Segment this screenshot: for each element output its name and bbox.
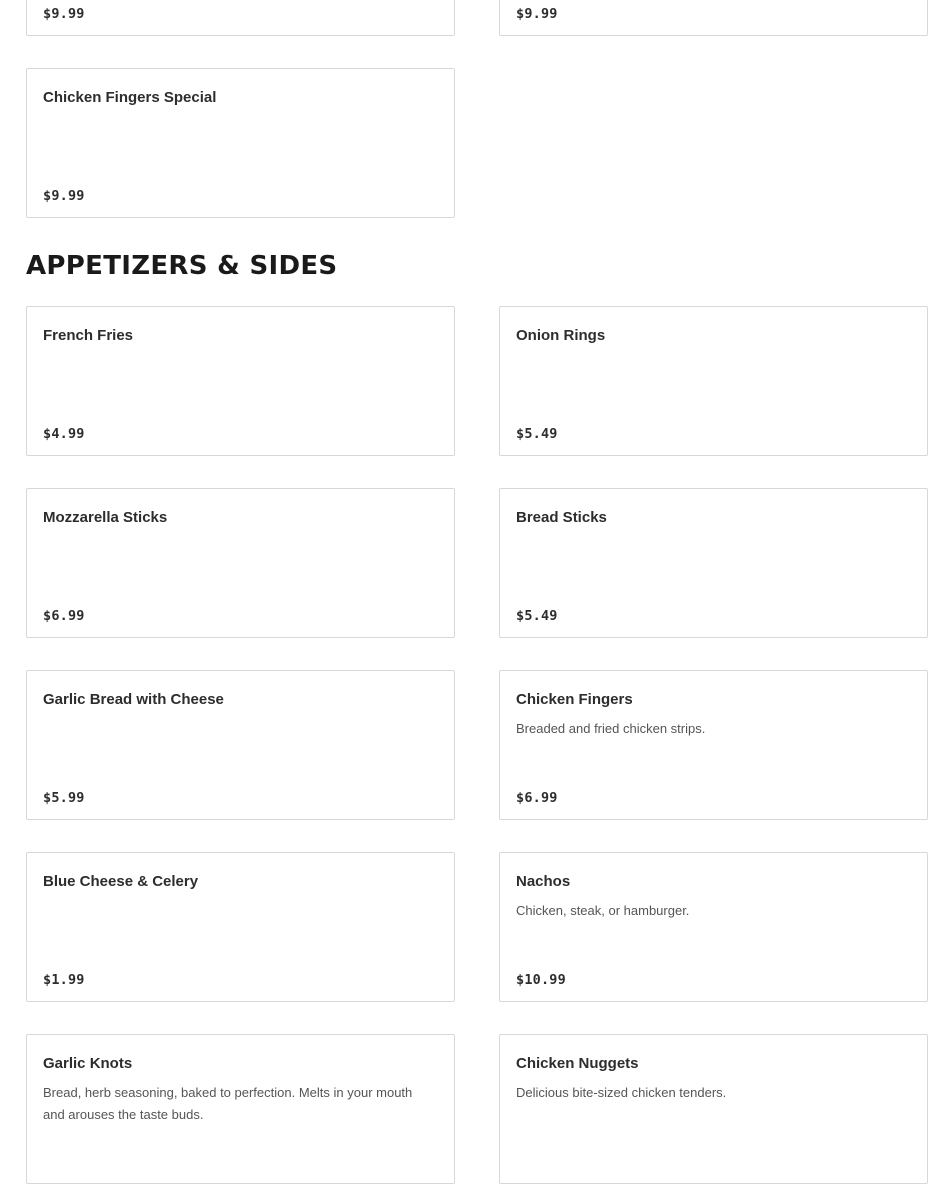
item-description: Delicious bite-sized chicken tenders.: [516, 1085, 727, 1100]
menu-item-card-nachos[interactable]: [499, 852, 928, 1002]
item-price: $4.99: [43, 426, 85, 442]
item-name: Nachos: [516, 873, 571, 890]
item-price: $9.99: [43, 188, 85, 204]
menu-item-card-chicken-fingers[interactable]: [499, 670, 928, 820]
item-price: $9.99: [516, 6, 558, 22]
item-name: Chicken Fingers: [516, 691, 633, 708]
item-price: $6.99: [43, 608, 85, 624]
item-price: $5.49: [516, 608, 558, 624]
item-price: $6.99: [516, 790, 558, 806]
item-price: $1.99: [43, 972, 85, 988]
menu-item-card[interactable]: [499, 0, 928, 36]
menu-item-card-garlic-bread-with-cheese[interactable]: [26, 670, 455, 820]
menu-item-card-garlic-knots[interactable]: [26, 1034, 455, 1184]
menu-item-card-bread-sticks[interactable]: [499, 488, 928, 638]
item-name: Mozzarella Sticks: [43, 509, 168, 526]
section-heading-appetizers: APPETIZERS & SIDES: [26, 251, 338, 281]
item-name: Chicken Nuggets: [516, 1055, 639, 1072]
menu-item-card-blue-cheese-celery[interactable]: [26, 852, 455, 1002]
item-name: Blue Cheese & Celery: [43, 873, 199, 890]
item-price: $10.99: [516, 972, 566, 988]
item-price: $5.99: [43, 790, 85, 806]
item-name: Chicken Fingers Special: [43, 89, 217, 106]
menu-item-card[interactable]: [26, 0, 455, 36]
menu-item-card-chicken-nuggets[interactable]: [499, 1034, 928, 1184]
item-description: Breaded and fried chicken strips.: [516, 721, 706, 736]
menu-item-card-mozzarella-sticks[interactable]: [26, 488, 455, 638]
menu-item-card-french-fries[interactable]: [26, 306, 455, 456]
item-name: Garlic Knots: [43, 1055, 133, 1072]
menu-item-card-chicken-fingers-special[interactable]: [26, 68, 455, 218]
item-name: Onion Rings: [516, 327, 606, 344]
item-price: $5.49: [516, 426, 558, 442]
menu-item-card-onion-rings[interactable]: [499, 306, 928, 456]
item-name: French Fries: [43, 327, 134, 344]
item-description: Chicken, steak, or hamburger.: [516, 903, 690, 918]
item-name: Garlic Bread with Cheese: [43, 691, 224, 708]
item-name: Bread Sticks: [516, 509, 607, 526]
item-description: Bread, herb seasoning, baked to perfection. Melts in your mouth and arouses the taste buds.: [43, 1085, 413, 1122]
item-price: $9.99: [43, 6, 85, 22]
